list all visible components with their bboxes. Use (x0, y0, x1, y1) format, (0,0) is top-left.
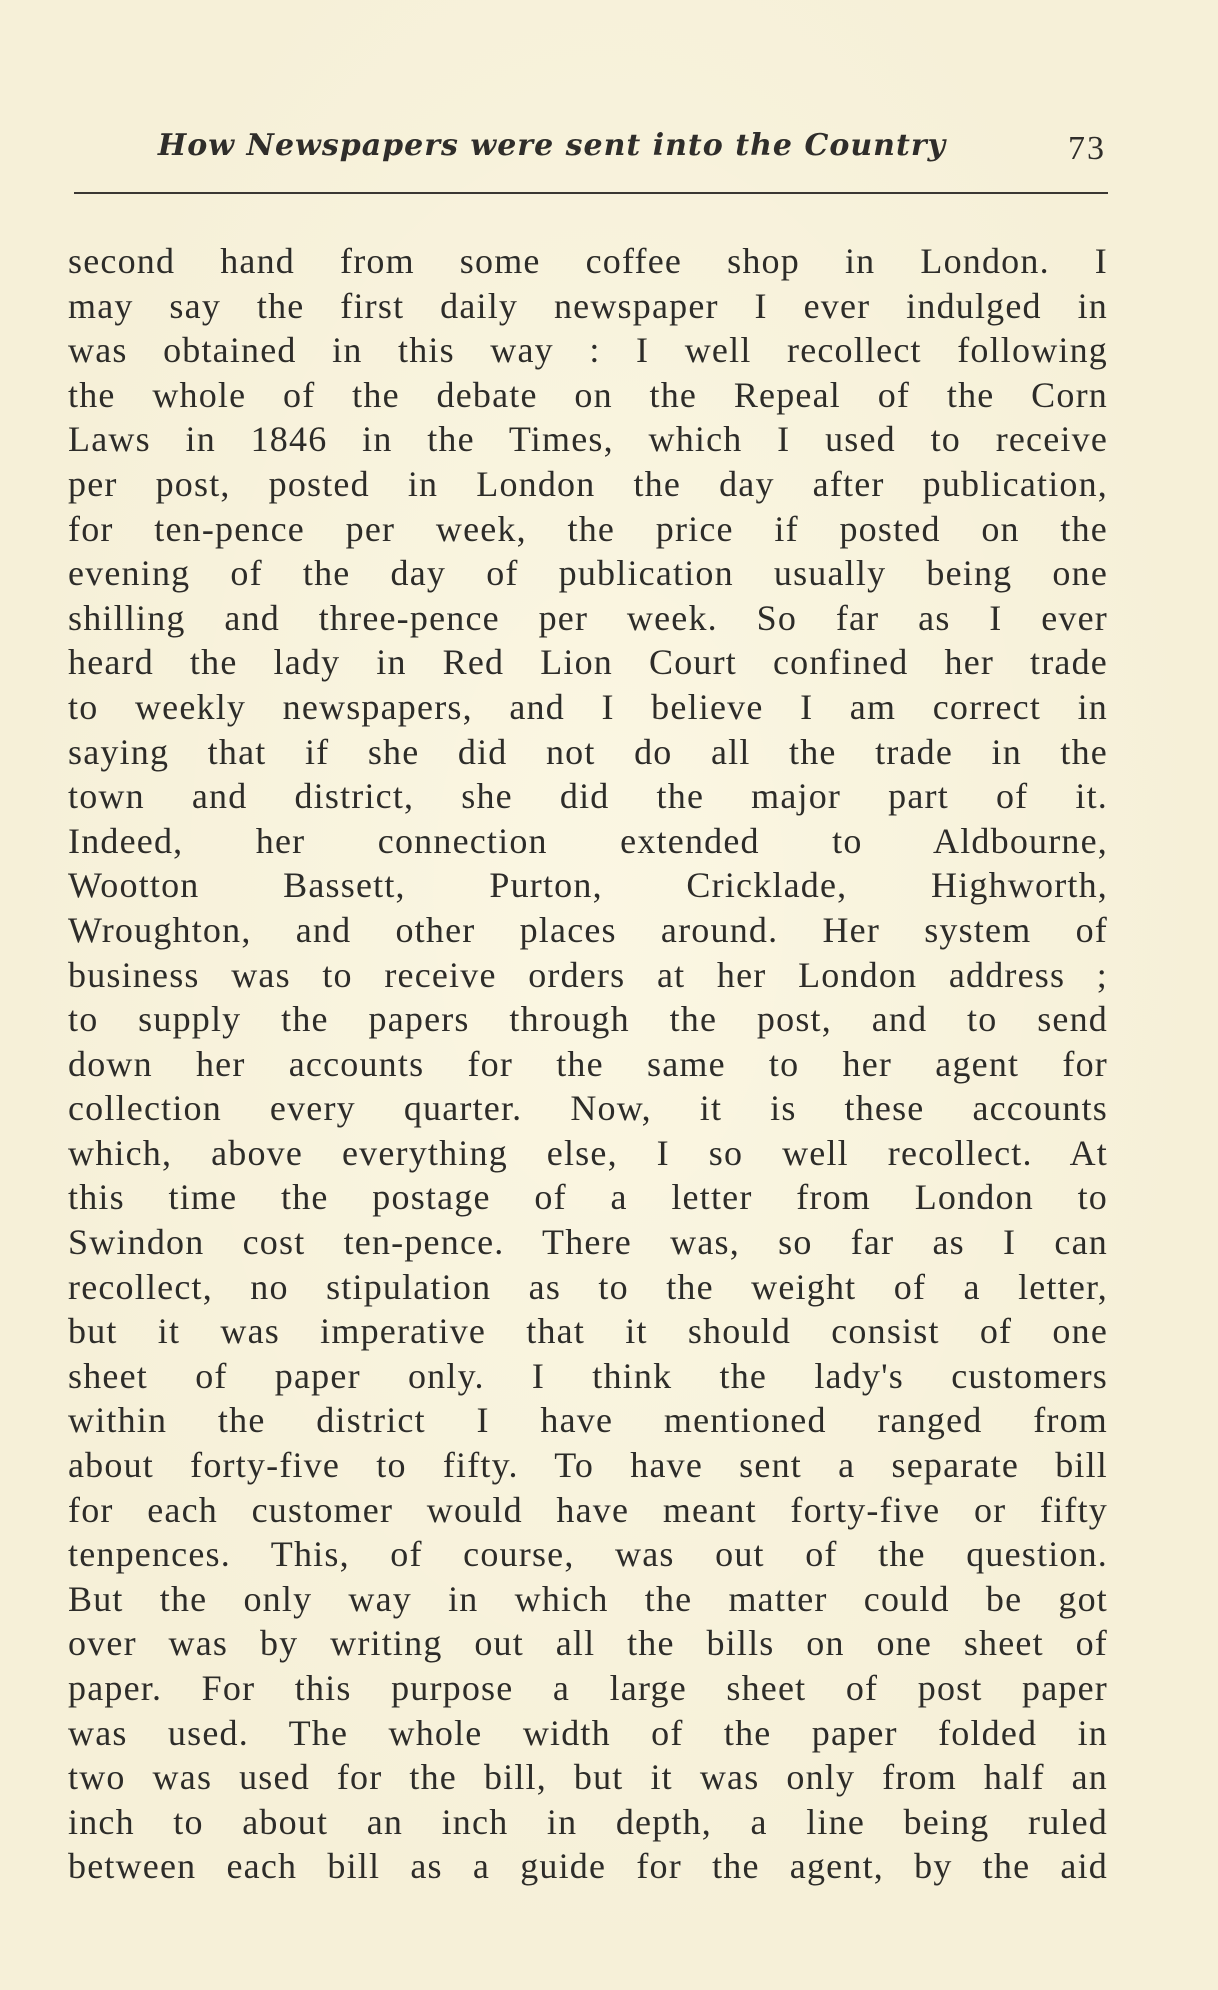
text-line: inch to about an inch in depth, a line being ruled (68, 1801, 1108, 1842)
text-line: saying that if she did not do all the trade in the (68, 731, 1108, 772)
text-line: may say the first daily newspaper I ever indulged in (68, 285, 1108, 326)
text-line: business was to receive orders at her London address ; (68, 954, 1108, 995)
text-line: Laws in 1846 in the Times, which I used to receive (68, 419, 1108, 460)
text-line: was obtained in this way : I well recollect following (68, 330, 1108, 371)
text-line: down her accounts for the same to her agent for (68, 1043, 1108, 1084)
page-number: 73 (1068, 130, 1106, 167)
text-line: was used. The whole width of the paper folded in (68, 1712, 1108, 1753)
text-line: two was used for the bill, but it was only from half an (68, 1757, 1108, 1798)
text-line: to supply the papers through the post, and to send (68, 999, 1108, 1040)
text-line: the whole of the debate on the Repeal of the Corn (68, 374, 1108, 415)
text-line: tenpences. This, of course, was out of the question. (68, 1534, 1108, 1575)
text-line: second hand from some coffee shop in London. I (68, 241, 1108, 281)
text-line: over was by writing out all the bills on one sheet of (68, 1623, 1108, 1664)
text-line: Swindon cost ten-pence. There was, so far as I can (68, 1222, 1108, 1263)
page-header (68, 120, 1108, 176)
text-line: for ten-pence per week, the price if posted on the (68, 508, 1108, 549)
text-line: within the district I have mentioned ranged from (68, 1400, 1108, 1441)
text-line: paper. For this purpose a large sheet of post paper (68, 1668, 1108, 1708)
text-line: town and district, she did the major part of it. (68, 776, 1108, 817)
text-line: Indeed, her connection extended to Aldbourne, (68, 820, 1108, 861)
text-line: shilling and three-pence per week. So far as I ever (68, 597, 1108, 638)
text-line: for each customer would have meant forty-five or fifty (68, 1489, 1108, 1530)
body-text (68, 239, 1108, 1889)
text-line: heard the lady in Red Lion Court confined her trade (68, 642, 1108, 683)
running-head: How Newspapers were sent into the Country (157, 128, 947, 163)
text-line: but it was imperative that it should consist of one (68, 1311, 1108, 1352)
header-rule (74, 192, 1108, 194)
text-line: which, above everything else, I so well recollect. At (68, 1132, 1108, 1173)
text-line: Wroughton, and other places around. Her system of (68, 909, 1108, 950)
text-line: to weekly newspapers, and I believe I am correct in (68, 686, 1108, 727)
text-line: But the only way in which the matter could be got (68, 1578, 1108, 1619)
text-line: recollect, no stipulation as to the weight of a letter, (68, 1266, 1108, 1307)
text-line: this time the postage of a letter from London to (68, 1177, 1108, 1218)
text-line: between each bill as a guide for the agent, by the aid (68, 1846, 1108, 1887)
text-line: collection every quarter. Now, it is these accounts (68, 1088, 1108, 1129)
text-line: per post, posted in London the day after publication, (68, 463, 1108, 504)
text-line: evening of the day of publication usually being one (68, 553, 1108, 594)
text-line: Wootton Bassett, Purton, Cricklade, Highworth, (68, 865, 1108, 906)
text-line: sheet of paper only. I think the lady's customers (68, 1355, 1108, 1396)
text-line: about forty-five to fifty. To have sent a separate bill (68, 1445, 1108, 1486)
